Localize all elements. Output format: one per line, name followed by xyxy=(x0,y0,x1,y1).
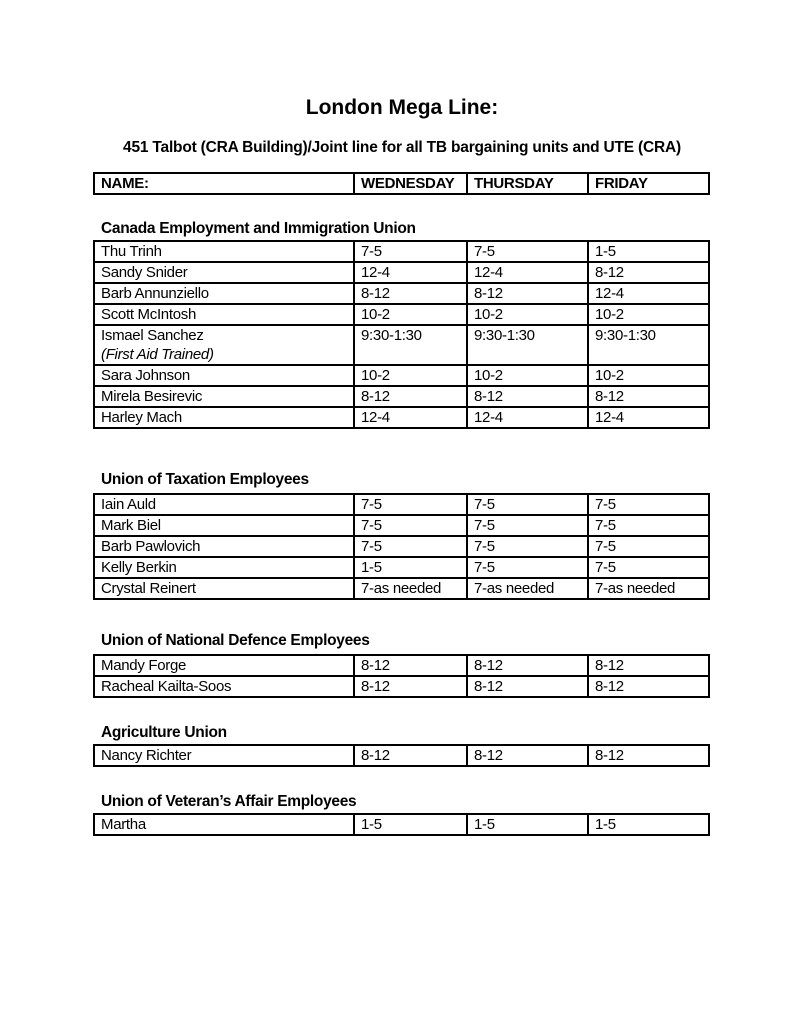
shift-wed: 1-5 xyxy=(354,814,467,835)
shift-thu: 7-5 xyxy=(467,494,588,515)
schedule-table xyxy=(93,654,710,698)
table-row xyxy=(94,515,709,536)
person-name: Ismael Sanchez xyxy=(101,327,204,344)
name-cell xyxy=(94,407,354,428)
person-name: Mirela Besirevic xyxy=(101,388,203,405)
person-name: Mark Biel xyxy=(101,517,161,534)
person-name: Kelly Berkin xyxy=(101,559,177,576)
person-name: Crystal Reinert xyxy=(101,580,196,597)
shift-thu: 8-12 xyxy=(467,676,588,697)
person-name: Barb Pawlovich xyxy=(101,538,201,555)
shift-fri: 10-2 xyxy=(588,304,709,325)
name-cell xyxy=(94,536,354,557)
person-name: Racheal Kailta-Soos xyxy=(101,678,232,695)
shift-fri: 8-12 xyxy=(588,676,709,697)
table-row xyxy=(94,578,709,599)
table-row xyxy=(94,365,709,386)
shift-fri: 8-12 xyxy=(588,262,709,283)
shift-fri: 1-5 xyxy=(588,241,709,262)
shift-fri: 8-12 xyxy=(588,745,709,766)
person-name: Sandy Snider xyxy=(101,264,188,281)
person-name: Martha xyxy=(101,816,146,833)
shift-thu: 8-12 xyxy=(467,655,588,676)
table-row xyxy=(94,407,709,428)
header-wednesday: WEDNESDAY xyxy=(354,173,467,194)
table-row xyxy=(94,655,709,676)
shift-fri: 7-as needed xyxy=(588,578,709,599)
name-cell xyxy=(94,557,354,578)
shift-wed: 7-5 xyxy=(354,515,467,536)
shift-fri: 7-5 xyxy=(588,515,709,536)
name-cell xyxy=(94,578,354,599)
header-name: NAME: xyxy=(94,173,354,194)
table-row xyxy=(94,304,709,325)
table-row xyxy=(94,494,709,515)
name-cell xyxy=(94,241,354,262)
schedule-table xyxy=(93,744,710,767)
shift-thu: 8-12 xyxy=(467,386,588,407)
shift-wed: 7-5 xyxy=(354,494,467,515)
table-row xyxy=(94,814,709,835)
schedule-table xyxy=(93,493,710,600)
header-thursday: THURSDAY xyxy=(467,173,588,194)
section-heading: Agriculture Union xyxy=(101,724,227,741)
table-row xyxy=(94,386,709,407)
shift-thu: 12-4 xyxy=(467,262,588,283)
shift-thu: 8-12 xyxy=(467,283,588,304)
name-cell xyxy=(94,386,354,407)
shift-fri: 9:30-1:30 xyxy=(588,325,709,365)
person-name: Barb Annunziello xyxy=(101,285,209,302)
table-row xyxy=(94,557,709,578)
person-name: Iain Auld xyxy=(101,496,156,513)
shift-wed: 7-5 xyxy=(354,536,467,557)
name-cell xyxy=(94,745,354,766)
person-name: Mandy Forge xyxy=(101,657,187,674)
table-row xyxy=(94,325,709,365)
section-heading: Canada Employment and Immigration Union xyxy=(101,220,416,237)
person-name: Harley Mach xyxy=(101,409,182,426)
person-note: (First Aid Trained) xyxy=(101,346,214,363)
shift-fri: 8-12 xyxy=(588,655,709,676)
section-heading: Union of Veteran’s Affair Employees xyxy=(101,793,357,810)
shift-thu: 7-as needed xyxy=(467,578,588,599)
table-row xyxy=(94,536,709,557)
table-row xyxy=(94,745,709,766)
shift-wed: 10-2 xyxy=(354,365,467,386)
name-cell xyxy=(94,283,354,304)
shift-fri: 7-5 xyxy=(588,494,709,515)
shift-wed: 7-5 xyxy=(354,241,467,262)
name-cell xyxy=(94,494,354,515)
page-subtitle: 451 Talbot (CRA Building)/Joint line for all TB bargaining units and UTE (CRA) xyxy=(123,139,681,156)
schedule-table xyxy=(93,240,710,429)
shift-thu: 9:30-1:30 xyxy=(467,325,588,365)
shift-wed: 8-12 xyxy=(354,745,467,766)
person-name: Nancy Richter xyxy=(101,747,192,764)
name-cell xyxy=(94,325,354,365)
table-row xyxy=(94,241,709,262)
table-row xyxy=(94,676,709,697)
person-name: Thu Trinh xyxy=(101,243,162,260)
shift-thu: 7-5 xyxy=(467,536,588,557)
shift-thu: 12-4 xyxy=(467,407,588,428)
shift-thu: 1-5 xyxy=(467,814,588,835)
shift-fri: 1-5 xyxy=(588,814,709,835)
shift-wed: 12-4 xyxy=(354,407,467,428)
shift-fri: 12-4 xyxy=(588,283,709,304)
shift-wed: 8-12 xyxy=(354,655,467,676)
shift-thu: 7-5 xyxy=(467,515,588,536)
name-cell xyxy=(94,676,354,697)
header-friday: FRIDAY xyxy=(588,173,709,194)
shift-wed: 8-12 xyxy=(354,283,467,304)
page-title: London Mega Line: xyxy=(305,96,499,119)
person-name: Sara Johnson xyxy=(101,367,190,384)
shift-fri: 7-5 xyxy=(588,557,709,578)
shift-thu: 7-5 xyxy=(467,557,588,578)
shift-thu: 7-5 xyxy=(467,241,588,262)
shift-thu: 10-2 xyxy=(467,304,588,325)
header-row xyxy=(94,173,709,194)
shift-wed: 1-5 xyxy=(354,557,467,578)
shift-thu: 10-2 xyxy=(467,365,588,386)
name-cell xyxy=(94,655,354,676)
schedule-table xyxy=(93,813,710,836)
shift-wed: 8-12 xyxy=(354,386,467,407)
name-cell xyxy=(94,515,354,536)
shift-wed: 8-12 xyxy=(354,676,467,697)
shift-fri: 12-4 xyxy=(588,407,709,428)
person-name: Scott McIntosh xyxy=(101,306,197,323)
shift-wed: 12-4 xyxy=(354,262,467,283)
name-cell xyxy=(94,262,354,283)
table-row xyxy=(94,283,709,304)
shift-fri: 8-12 xyxy=(588,386,709,407)
shift-wed: 7-as needed xyxy=(354,578,467,599)
section-heading: Union of National Defence Employees xyxy=(101,632,370,649)
table-row xyxy=(94,262,709,283)
shift-wed: 9:30-1:30 xyxy=(354,325,467,365)
shift-fri: 10-2 xyxy=(588,365,709,386)
shift-thu: 8-12 xyxy=(467,745,588,766)
header-table xyxy=(93,172,710,195)
section-heading: Union of Taxation Employees xyxy=(101,471,309,488)
name-cell xyxy=(94,365,354,386)
shift-fri: 7-5 xyxy=(588,536,709,557)
shift-wed: 10-2 xyxy=(354,304,467,325)
name-cell xyxy=(94,304,354,325)
name-cell xyxy=(94,814,354,835)
